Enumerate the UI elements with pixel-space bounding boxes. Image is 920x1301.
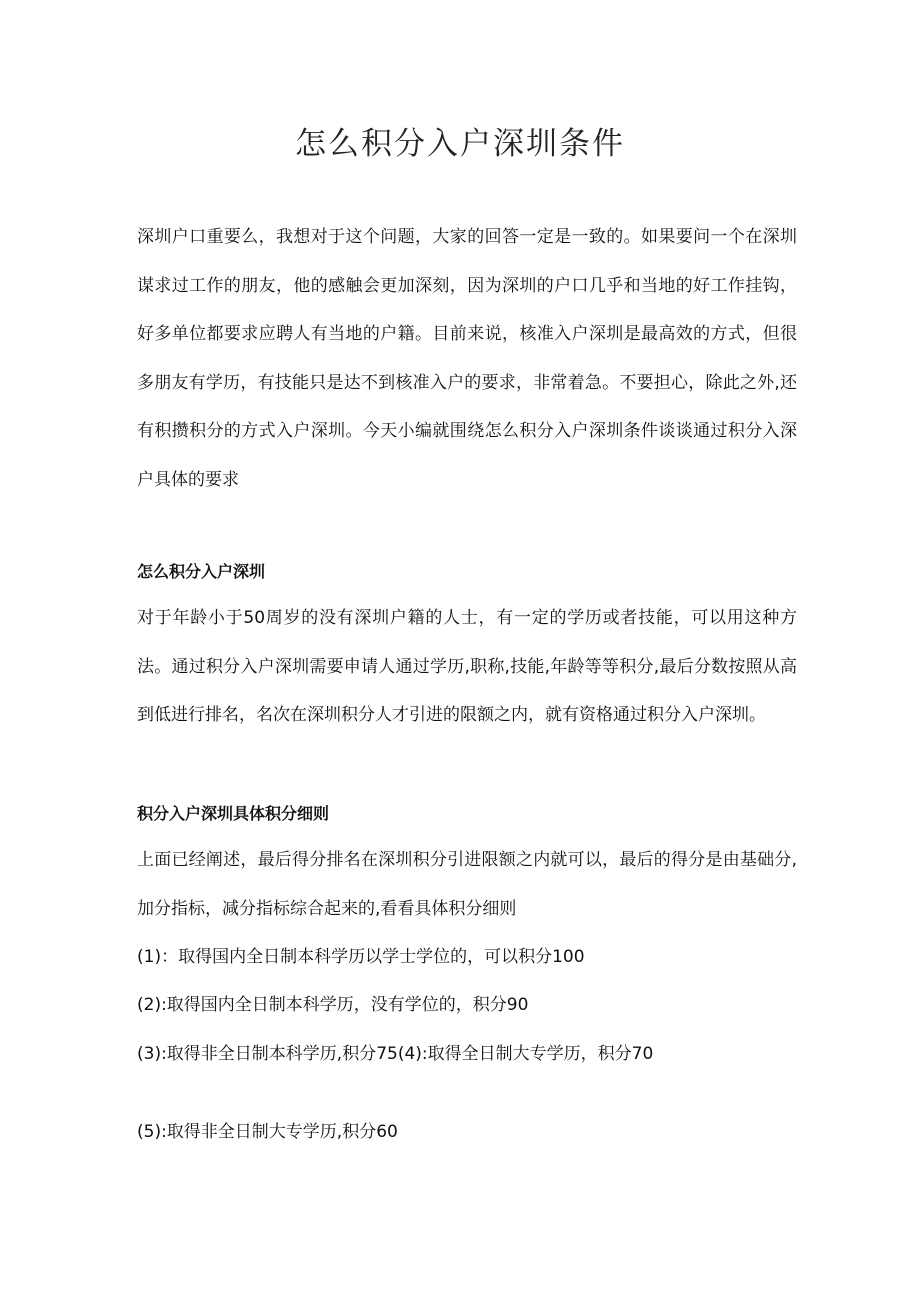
section-paragraph-how: 对于年龄小于50周岁的没有深圳户籍的人士，有一定的学历或者技能，可以用这种方法。通过积分入户深圳需要申请人通过学历,职称,技能,年龄等等积分,最后分数按照从高到低进行排名，名次在深圳积分人才引进的限额之内，就有资格通过积分入户深圳。 [137, 608, 797, 725]
rule-item: (1)：取得国内全日制本科学历以学士学位的，可以积分100 [137, 947, 585, 967]
section-paragraph-rules: 上面已经阐述，最后得分排名在深圳积分引进限额之内就可以，最后的得分是由基础分,加分指标，减分指标综合起来的,看看具体积分细则 [137, 850, 797, 919]
rule-item: (5):取得非全日制大专学历,积分60 [137, 1122, 398, 1142]
intro-paragraph: 深圳户口重要么，我想对于这个问题，大家的回答一定是一致的。如果要问一个在深圳谋求过工作的朋友，他的感触会更加深刻，因为深圳的户口几乎和当地的好工作挂钩，好多单位都要求应聘人有当地的户籍。目前来说，核准入户深圳是最高效的方式，但很多朋友有学历，有技能只是达不到核准入户的要求，非常着急。不要担心，除此之外,还有积攒积分的方式入户深圳。今天小编就围绕怎么积分入户深圳条件谈谈通过积分入深户具体的要求 [137, 227, 797, 490]
rule-item: (3):取得非全日制本科学历,积分75(4):取得全日制大专学历，积分70 [137, 1044, 654, 1064]
section-heading-rules: 积分入户深圳具体积分细则 [137, 804, 330, 823]
rule-item: (2):取得国内全日制本科学历，没有学位的，积分90 [137, 995, 529, 1015]
document-title: 怎么积分入户深圳条件 [295, 126, 625, 162]
section-heading-how: 怎么积分入户深圳 [137, 562, 266, 581]
